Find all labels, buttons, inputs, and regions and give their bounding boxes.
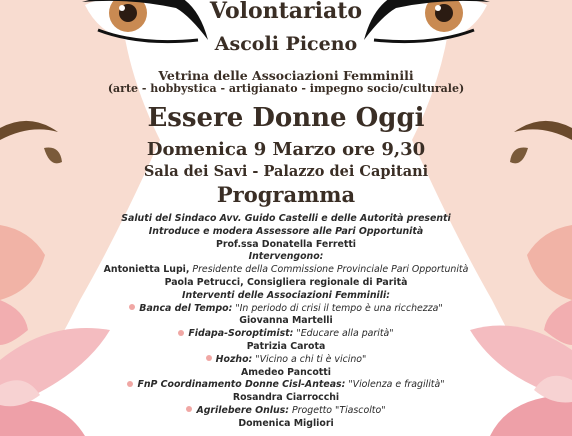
event-date: Domenica 9 Marzo ore 9,30 xyxy=(146,139,426,160)
city-heading: Ascoli Piceno xyxy=(214,33,358,55)
bullet-icon xyxy=(186,406,192,412)
association-name: Agrilebere Onlus: xyxy=(196,404,290,416)
talk-title: Progetto "Tiascolto" xyxy=(289,404,386,416)
speaker-name: Rosandra Ciarrocchi xyxy=(232,392,340,404)
speaker-name: Patrizia Carota xyxy=(246,340,326,352)
talk-title: "In periodo di crisi il tempo è una ricchezza" xyxy=(232,302,443,314)
program-list xyxy=(60,213,512,431)
bullet-icon xyxy=(206,355,212,361)
list-item xyxy=(60,303,512,316)
bullet-icon xyxy=(178,330,184,336)
moderator-name-line: Prof.ssa Donatella Ferretti xyxy=(215,238,357,250)
talk-title: "Educare alla parità" xyxy=(293,328,394,340)
association-name: Banca del Tempo: xyxy=(139,302,233,314)
programma-heading: Programma xyxy=(216,182,356,207)
categories-subheading: (arte - hobbystica - artigianato - impegno socio/culturale) xyxy=(107,82,465,95)
speakers-heading: Intervengono: xyxy=(248,251,324,263)
petrucci-line: Paola Petrucci, Consigliera regionale di Parità xyxy=(164,276,408,288)
volontariato-heading: Volontariato xyxy=(209,0,363,24)
talk-title: "Vicino a chi ti è vicino" xyxy=(252,353,367,365)
list-item xyxy=(60,328,512,341)
event-place: Sala dei Savi - Palazzo dei Capitani xyxy=(143,163,429,180)
bullet-icon xyxy=(127,381,133,387)
vetrina-heading: Vetrina delle Associazioni Femminili xyxy=(158,68,414,83)
bullet-icon xyxy=(129,304,135,310)
speaker-name: Giovanna Martelli xyxy=(239,315,333,327)
speaker-name: Amedeo Pancotti xyxy=(241,366,331,378)
speaker-name: Domenica Migliori xyxy=(238,417,334,429)
association-name: Hozho: xyxy=(215,353,253,365)
list-item xyxy=(60,354,512,367)
list-item xyxy=(60,405,512,418)
association-name: Fidapa-Soroptimist: xyxy=(188,328,294,340)
association-name: FnP Coordinamento Donne Cisl-Anteas: xyxy=(137,379,346,391)
list-item xyxy=(60,379,512,392)
lupi-line xyxy=(60,264,512,277)
event-title: Essere Donne Oggi xyxy=(147,103,425,133)
greetings-line: Saluti del Sindaco Avv. Guido Castelli e delle Autorità presenti xyxy=(121,213,451,224)
lupi-role: Presidente della Commissione Provinciale Pari Opportunità xyxy=(189,264,469,276)
talk-title: "Violenza e fragilità" xyxy=(345,379,445,391)
associations-heading: Interventi delle Associazioni Femminili: xyxy=(182,289,390,301)
lupi-name: Antonietta Lupi, xyxy=(103,264,190,276)
moderator-role-line: Introduce e modera Assessore alle Pari Opportunità xyxy=(148,225,424,237)
